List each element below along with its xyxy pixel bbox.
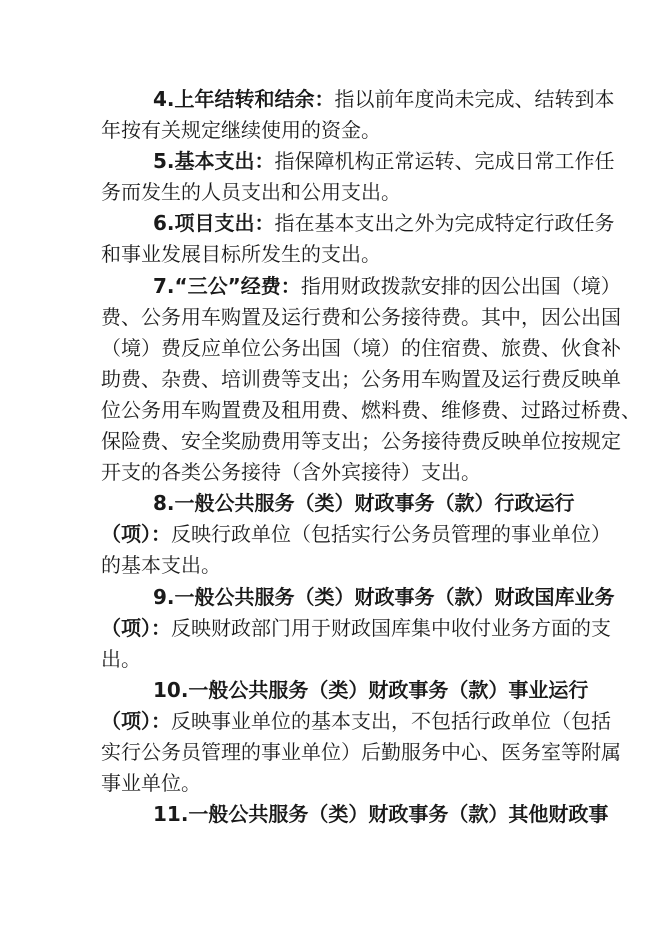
paragraph — [101, 84, 615, 146]
term-heading: 5.基本支出： — [153, 149, 275, 174]
text-line — [101, 302, 621, 333]
text-line — [101, 271, 621, 302]
text-line — [101, 239, 563, 270]
paragraph — [101, 799, 609, 830]
term-heading: 4.上年结转和结余： — [153, 87, 335, 111]
text-line — [101, 115, 563, 146]
paragraph — [101, 146, 615, 208]
text-line — [101, 706, 611, 737]
paragraph — [101, 488, 611, 581]
text-line — [101, 768, 563, 799]
text-line — [101, 146, 615, 177]
text-line — [101, 208, 615, 239]
definition-text: 和事业发展目标所发生的支出。 — [101, 242, 381, 267]
definition-text: （境）费反应单位公务出国（境）的住宿费、旅费、伙食补 — [101, 335, 621, 360]
paragraph — [101, 675, 621, 799]
definition-text: 的基本支出。 — [101, 553, 221, 578]
definition-text: 开支的各类公务接待（含外宾接待）支出。 — [101, 460, 481, 485]
text-line — [101, 488, 575, 519]
definition-text: 指用财政拨款安排的因公出国（境） — [300, 273, 621, 298]
term-heading: （项）： — [101, 522, 171, 547]
definition-text: 出。 — [101, 646, 141, 671]
definition-text: 助费、杂费、培训费等支出；公务用车购置及运行费反映单 — [101, 366, 621, 391]
text-line — [101, 426, 621, 457]
paragraph — [101, 582, 615, 675]
text-line — [101, 333, 621, 364]
text-line — [101, 550, 563, 581]
text-line — [101, 799, 609, 830]
text-line — [101, 644, 563, 675]
definition-text: 事业单位。 — [101, 771, 201, 796]
term-heading: 6.项目支出： — [153, 211, 275, 236]
paragraph — [101, 271, 641, 489]
text-line — [101, 84, 615, 115]
definition-text: 指保障机构正常运转、完成日常工作任 — [274, 149, 615, 174]
definition-text: 实行公务员管理的事业单位）后勤服务中心、医务室等附属 — [101, 739, 621, 764]
document-body — [101, 84, 641, 830]
text-line — [101, 582, 615, 613]
definition-text: 指在基本支出之外为完成特定行政任务 — [274, 211, 615, 236]
text-line — [101, 519, 611, 550]
definition-text: 指以前年度尚未完成、结转到本 — [334, 87, 615, 111]
paragraph — [101, 208, 615, 270]
definition-text: 保险费、安全奖励费用等支出；公务接待费反映单位按规定 — [101, 429, 621, 454]
definition-text: 务而发生的人员支出和公用支出。 — [101, 180, 401, 205]
definition-text: 年按有关规定继续使用的资金。 — [101, 118, 381, 143]
definition-text: 费、公务用车购置及运行费和公务接待费。其中，因公出国 — [101, 304, 621, 329]
text-line — [101, 675, 589, 706]
definition-text: 反映财政部门用于财政国库集中收付业务方面的支 — [171, 615, 611, 640]
term-heading: 11.一般公共服务（类）财政事务（款）其他财政事 — [153, 802, 609, 827]
term-heading: 8.一般公共服务（类）财政事务（款）行政运行 — [153, 491, 575, 516]
text-line — [101, 177, 563, 208]
term-heading: 9.一般公共服务（类）财政事务（款）财政国库业务 — [153, 584, 615, 609]
text-line — [101, 737, 621, 768]
term-heading: 7.“三公”经费： — [153, 273, 301, 298]
definition-text: 位公务用车购置费及租用费、燃料费、维修费、过路过桥费、 — [101, 397, 641, 422]
definition-text: 反映事业单位的基本支出，不包括行政单位（包括 — [171, 708, 611, 733]
text-line — [101, 457, 563, 488]
text-line — [101, 613, 611, 644]
term-heading: 10.一般公共服务（类）财政事务（款）事业运行 — [153, 677, 589, 702]
term-heading: （项）： — [101, 708, 171, 733]
term-heading: （项）： — [101, 615, 171, 640]
definition-text: 反映行政单位（包括实行公务员管理的事业单位） — [171, 522, 611, 547]
text-line — [101, 364, 621, 395]
text-line — [101, 395, 641, 426]
